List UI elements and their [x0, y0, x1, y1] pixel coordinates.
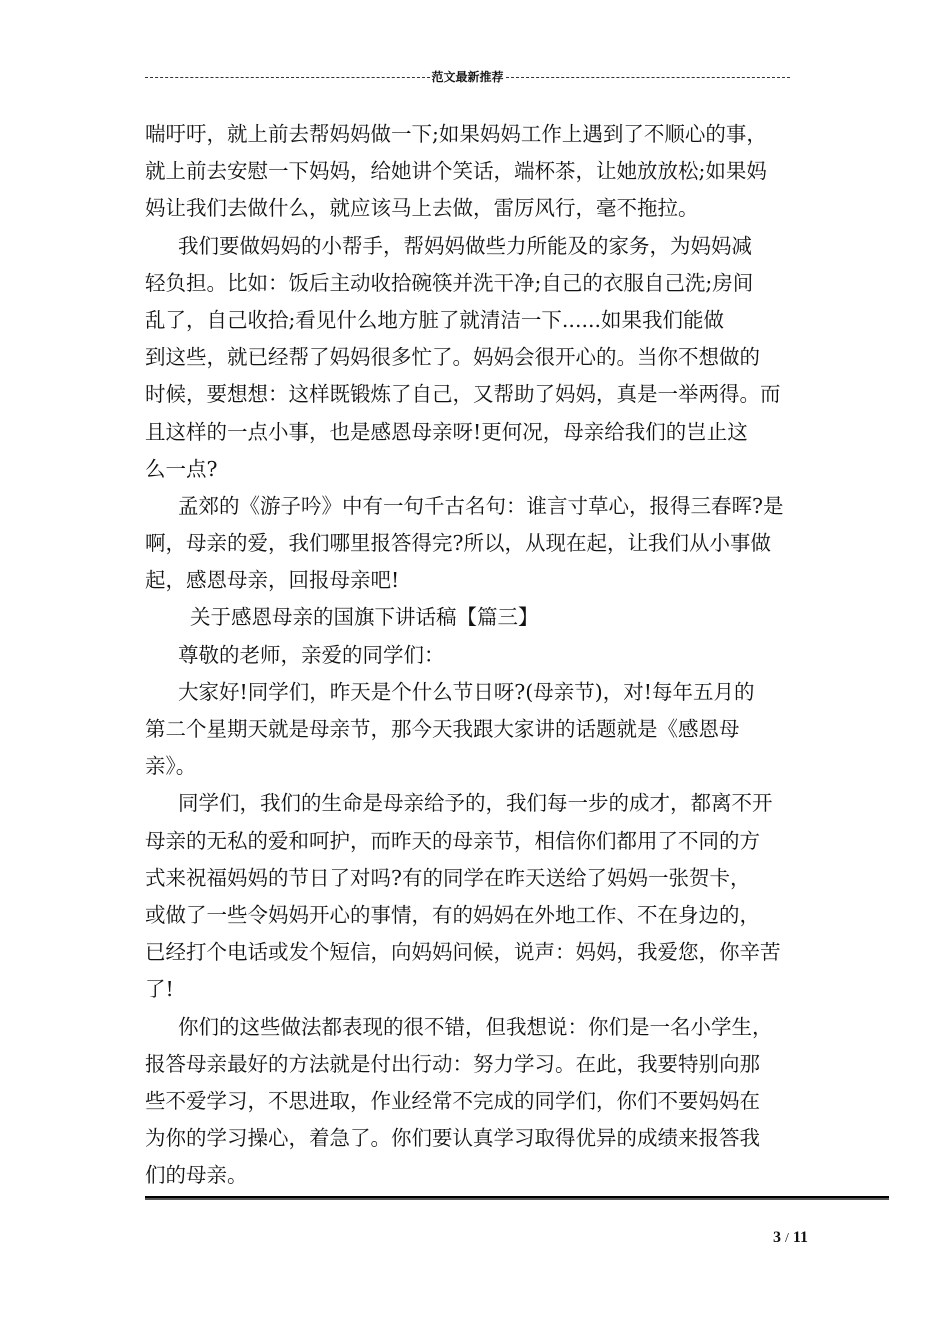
- text-line: 们的母亲。: [145, 1163, 248, 1188]
- paragraph-start: 大家好!同学们，昨天是个什么节日呀?(母亲节)，对!每年五月的: [178, 679, 755, 704]
- text-line: 且这样的一点小事，也是感恩母亲呀!更何况，母亲给我们的岂止这: [145, 419, 748, 444]
- page-number: [700, 1229, 808, 1247]
- paragraph-start: 我们要做妈妈的小帮手，帮妈妈做些力所能及的家务，为妈妈减: [178, 233, 752, 258]
- text-line: 乱了，自己收拾;看见什么地方脏了就清洁一下......如果我们能做: [145, 307, 725, 332]
- text-line: 起，感恩母亲，回报母亲吧!: [145, 568, 400, 593]
- total-pages: 11: [792, 1229, 808, 1246]
- text-line: 母亲的无私的爱和呵护，而昨天的母亲节，相信你们都用了不同的方: [145, 828, 760, 853]
- section-heading: 关于感恩母亲的国旗下讲话稿【篇三】: [190, 605, 539, 630]
- paragraph-start: 同学们，我们的生命是母亲给予的，我们每一步的成才，都离不开: [178, 791, 773, 816]
- header-title: 范文最新推荐: [431, 69, 504, 84]
- text-line: 第二个星期天就是母亲节，那今天我跟大家讲的话题就是《感恩母: [145, 717, 740, 741]
- current-page: 3: [772, 1229, 781, 1246]
- text-line: 式来祝福妈妈的节日了对吗?有的同学在昨天送给了妈妈一张贺卡，: [145, 865, 751, 890]
- paragraph-start: 孟郊的《游子吟》中有一句千古名句：谁言寸草心，报得三春晖?是: [178, 493, 784, 518]
- paragraph-start: 你们的这些做法都表现的很不错，但我想说：你们是一名小学生，: [178, 1014, 773, 1039]
- text-line: 到这些，就已经帮了妈妈很多忙了。妈妈会很开心的。当你不想做的: [145, 345, 760, 370]
- text-line: 亲》。: [145, 754, 197, 779]
- document-body: [145, 116, 809, 1194]
- page-header: [145, 66, 790, 86]
- text-line: 为你的学习操心，着急了。你们要认真学习取得优异的成绩来报答我: [145, 1126, 760, 1151]
- text-line: 或做了一些令妈妈开心的事情，有的妈妈在外地工作、不在身边的，: [145, 902, 760, 927]
- text-line: 已经打个电话或发个短信，向妈妈问候，说声：妈妈，我爱您，你辛苦: [145, 940, 781, 965]
- text-line: 些不爱学习，不思进取，作业经常不完成的同学们，你们不要妈妈在: [145, 1088, 760, 1113]
- text-line: 时候，要想想：这样既锻炼了自己，又帮助了妈妈，真是一举两得。而: [145, 382, 781, 407]
- text-line: 啊，母亲的爱，我们哪里报答得完?所以，从现在起，让我们从小事做: [145, 531, 771, 556]
- salutation: 尊敬的老师，亲爱的同学们：: [178, 642, 445, 667]
- text-line: 妈让我们去做什么，就应该马上去做，雷厉风行，毫不拖拉。: [145, 196, 699, 221]
- text-line: 么一点?: [145, 456, 218, 481]
- text-line: 了!: [145, 977, 174, 1002]
- text-line: 报答母亲最好的方法就是付出行动：努力学习。在此，我要特别向那: [145, 1051, 760, 1076]
- text-line: 就上前去安慰一下妈妈，给她讲个笑话，端杯茶，让她放放松;如果妈: [145, 159, 767, 184]
- text-line: 轻负担。比如：饭后主动收拾碗筷并洗干净;自己的衣服自己洗;房间: [145, 270, 754, 295]
- page-separator: /: [784, 1231, 789, 1246]
- footer-divider: [145, 1196, 889, 1200]
- header-dash-left: [145, 77, 430, 78]
- header-dash-right: [506, 77, 791, 78]
- text-line: 喘吁吁，就上前去帮妈妈做一下;如果妈妈工作上遇到了不顺心的事，: [145, 122, 767, 146]
